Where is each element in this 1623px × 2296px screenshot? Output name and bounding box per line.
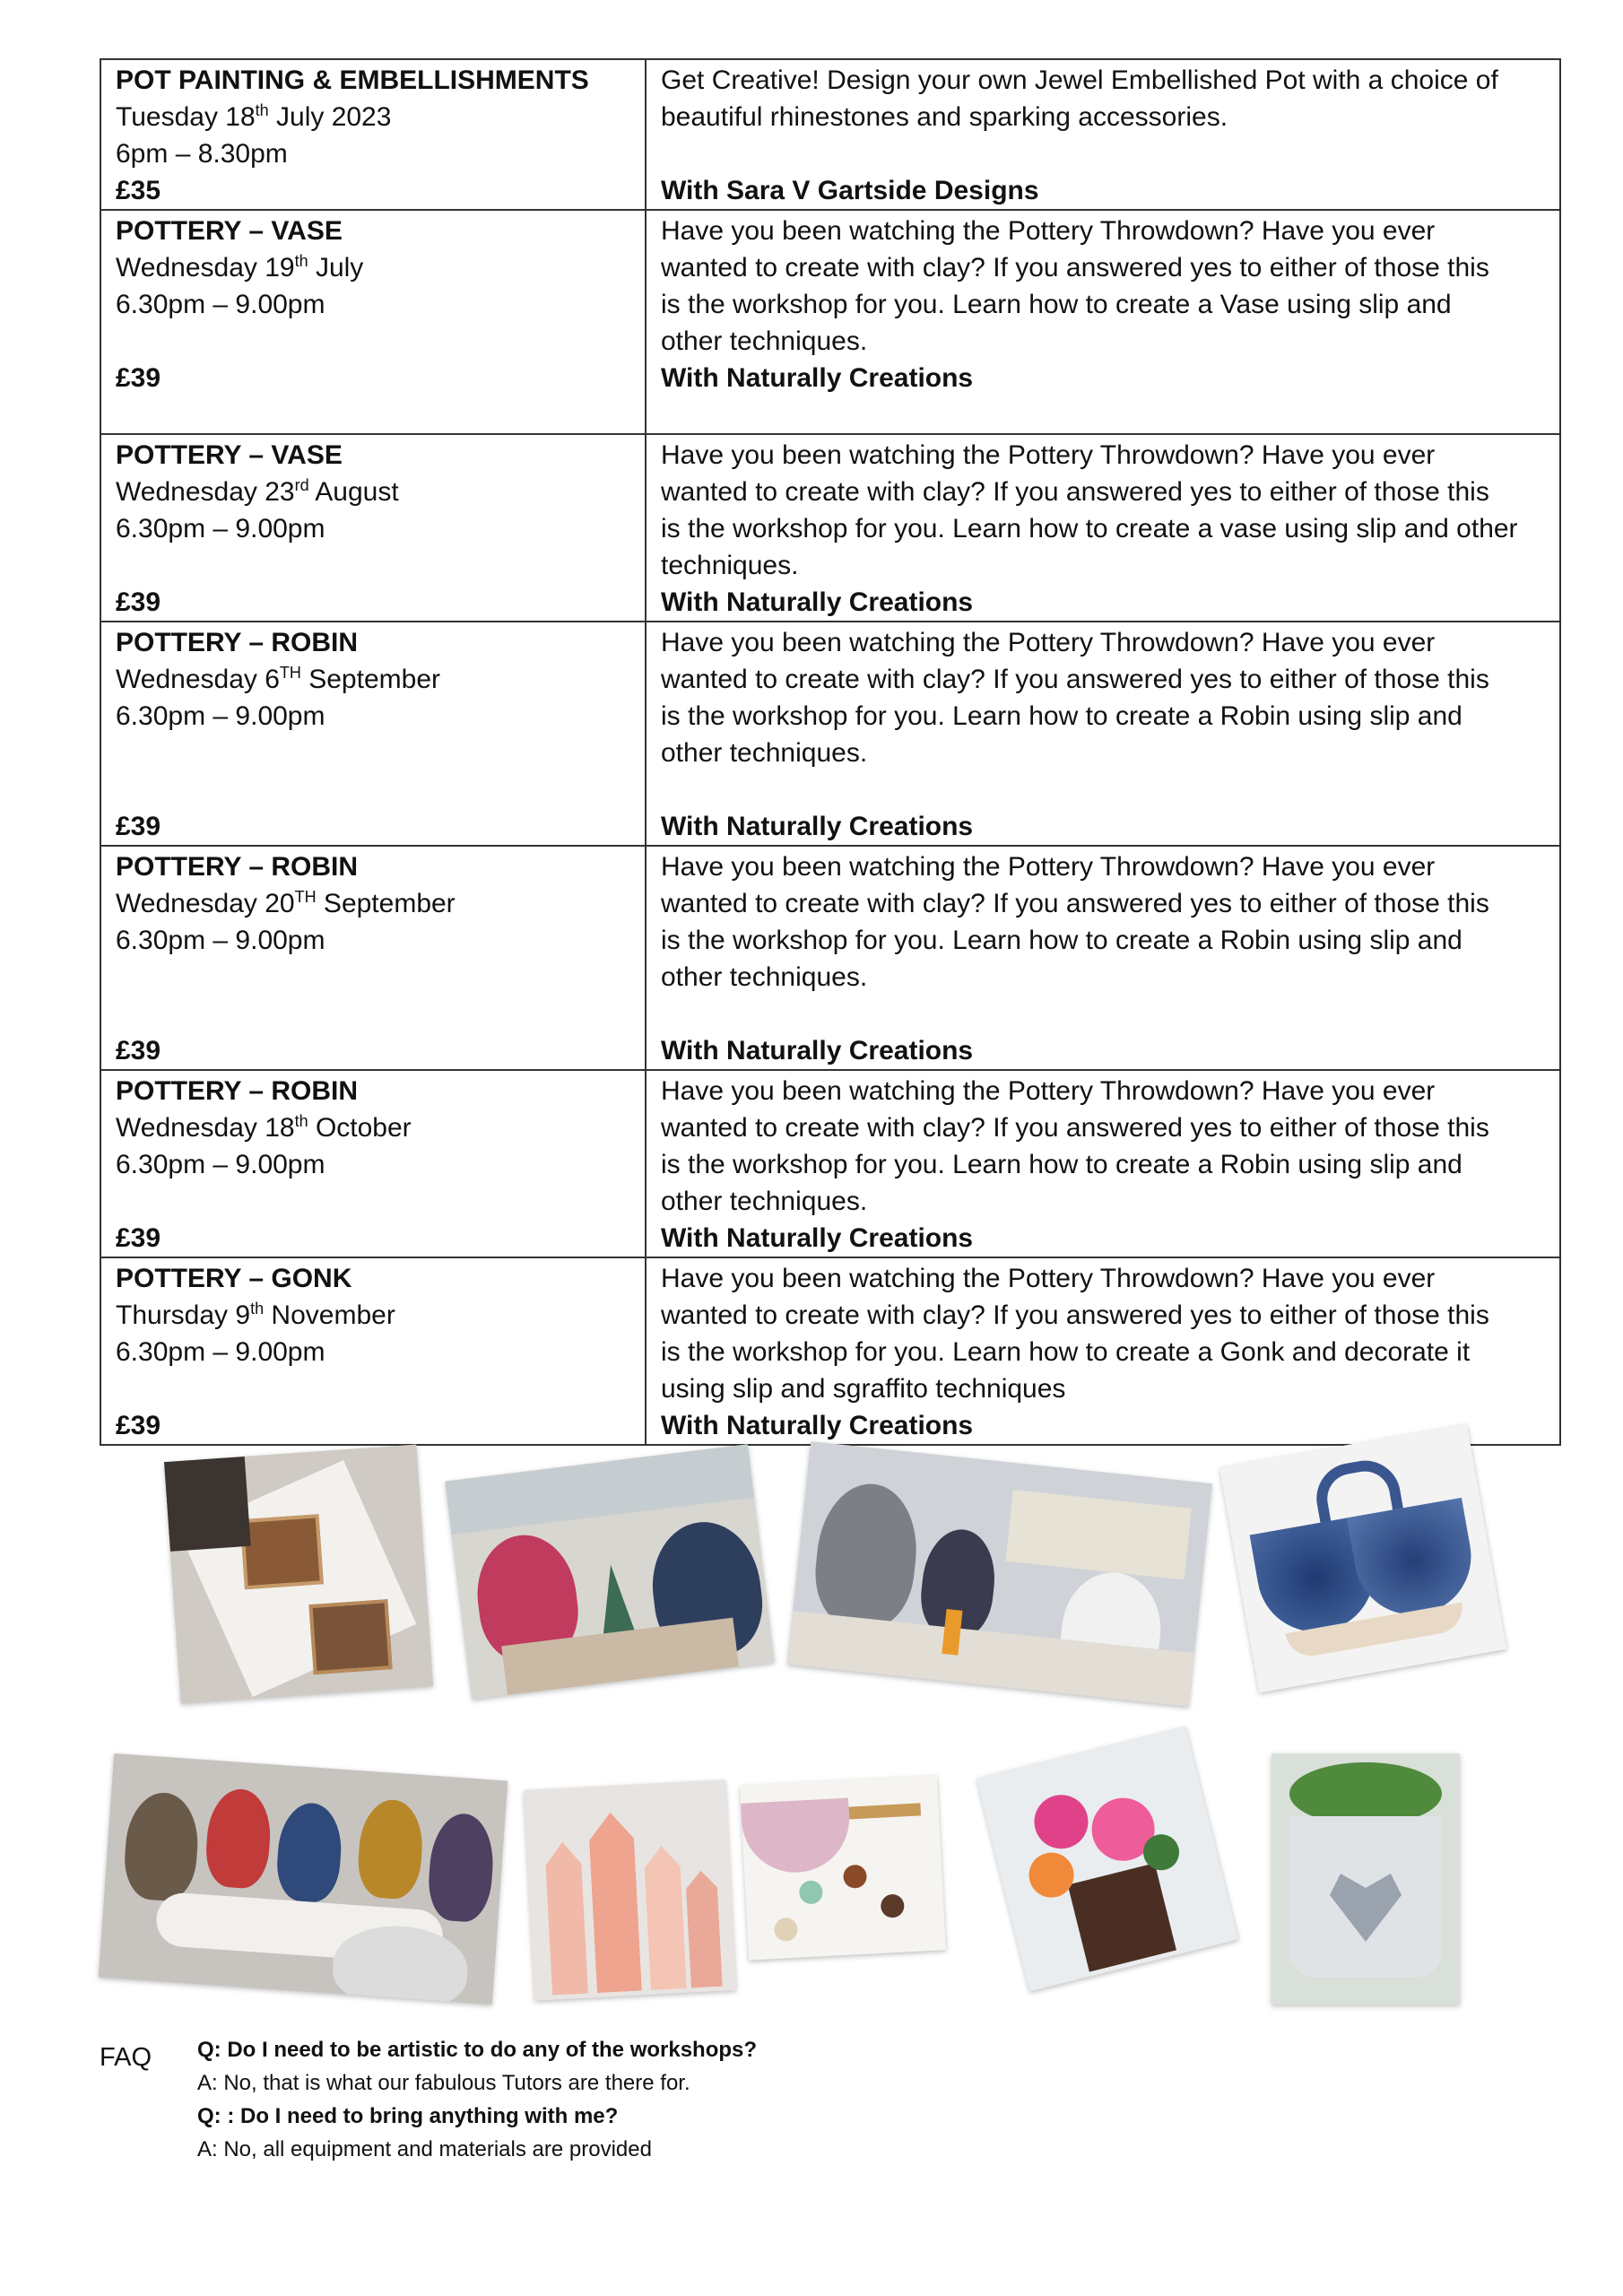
event-description-line: wanted to create with clay? If you answered yes to either of those this bbox=[661, 253, 1489, 283]
event-date-day: Tuesday 18 bbox=[116, 102, 256, 132]
event-date bbox=[116, 1109, 630, 1146]
event-details bbox=[100, 210, 646, 434]
event-date-suffix: TH bbox=[294, 888, 317, 906]
faq-question: Q: : Do I need to bring anything with me? bbox=[197, 2104, 619, 2128]
event-description-line: other techniques. bbox=[661, 1187, 868, 1216]
event-description-line: Have you been watching the Pottery Throwdown? Have you ever bbox=[661, 1264, 1436, 1293]
event-description-line: is the workshop for you. Learn how to create a Robin using slip and bbox=[661, 1150, 1462, 1179]
event-description-line: is the workshop for you. Learn how to create a Robin using slip and bbox=[661, 701, 1462, 731]
event-description-line: using slip and sgraffito techniques bbox=[661, 1374, 1066, 1404]
event-row bbox=[100, 59, 1560, 210]
event-date-suffix: th bbox=[294, 1112, 308, 1130]
group-workshop-photo bbox=[99, 1753, 508, 2005]
event-time: 6.30pm – 9.00pm bbox=[116, 514, 325, 544]
event-description-line: techniques. bbox=[661, 551, 799, 580]
event-description-line: other techniques. bbox=[661, 738, 868, 768]
event-description bbox=[646, 1257, 1560, 1445]
event-details bbox=[100, 1257, 646, 1445]
event-description bbox=[646, 1070, 1560, 1257]
crystals-bowl-photo bbox=[740, 1775, 946, 1960]
faq-answer: A: No, that is what our fabulous Tutors are there for. bbox=[197, 2071, 690, 2095]
event-date-month: September bbox=[300, 665, 440, 694]
event-title: POTTERY – VASE bbox=[116, 440, 343, 470]
event-price: £35 bbox=[116, 176, 161, 205]
event-price: £39 bbox=[116, 1223, 161, 1253]
event-date-month: October bbox=[308, 1113, 412, 1143]
event-row bbox=[100, 622, 1560, 846]
event-description bbox=[646, 846, 1560, 1070]
workshop-table bbox=[100, 58, 1561, 1446]
event-date-month: July bbox=[308, 253, 364, 283]
event-description-line: other techniques. bbox=[661, 962, 868, 992]
pottery-class-photo bbox=[787, 1441, 1212, 1707]
event-row bbox=[100, 434, 1560, 622]
event-description bbox=[646, 210, 1560, 434]
event-title: POTTERY – VASE bbox=[116, 216, 343, 246]
event-title: POTTERY – ROBIN bbox=[116, 1076, 359, 1106]
event-description-line: Have you been watching the Pottery Throwdown? Have you ever bbox=[661, 216, 1436, 246]
event-description-line: Have you been watching the Pottery Throwdown? Have you ever bbox=[661, 852, 1436, 882]
faq-answer: A: No, all equipment and materials are provided bbox=[197, 2137, 652, 2161]
event-price: £39 bbox=[116, 587, 161, 617]
event-price: £39 bbox=[116, 1411, 161, 1440]
event-time: 6pm – 8.30pm bbox=[116, 139, 288, 169]
event-date bbox=[116, 99, 630, 135]
event-details bbox=[100, 846, 646, 1070]
event-description-line: wanted to create with clay? If you answered yes to either of those this bbox=[661, 1113, 1489, 1143]
event-date-suffix: th bbox=[294, 252, 308, 270]
event-date-day: Wednesday 20 bbox=[116, 889, 295, 918]
event-description-line: is the workshop for you. Learn how to create a Gonk and decorate it bbox=[661, 1337, 1471, 1367]
event-price: £39 bbox=[116, 1036, 161, 1065]
event-date-day: Wednesday 23 bbox=[116, 477, 295, 507]
event-description-line: Have you been watching the Pottery Throwdown? Have you ever bbox=[661, 1076, 1436, 1106]
crystal-points-photo bbox=[524, 1779, 736, 2000]
event-date-day: Wednesday 19 bbox=[116, 253, 295, 283]
event-date bbox=[116, 661, 630, 698]
event-description bbox=[646, 59, 1560, 210]
event-details bbox=[100, 622, 646, 846]
event-date bbox=[116, 249, 630, 286]
event-title: POTTERY – ROBIN bbox=[116, 852, 359, 882]
event-title: POTTERY – ROBIN bbox=[116, 628, 359, 657]
event-date-day: Wednesday 6 bbox=[116, 665, 280, 694]
event-description-line: Have you been watching the Pottery Throwdown? Have you ever bbox=[661, 440, 1436, 470]
event-description bbox=[646, 622, 1560, 846]
event-description-line: wanted to create with clay? If you answered yes to either of those this bbox=[661, 889, 1489, 918]
event-date-month: September bbox=[316, 889, 456, 918]
event-date bbox=[116, 885, 630, 922]
event-tutor: With Naturally Creations bbox=[661, 812, 974, 841]
event-date-suffix: th bbox=[255, 101, 269, 119]
event-tutor: With Naturally Creations bbox=[661, 1411, 974, 1440]
event-title: POT PAINTING & EMBELLISHMENTS bbox=[116, 65, 589, 95]
event-date-day: Thursday 9 bbox=[116, 1300, 251, 1330]
event-row bbox=[100, 846, 1560, 1070]
event-details bbox=[100, 1070, 646, 1257]
event-date-day: Wednesday 18 bbox=[116, 1113, 295, 1143]
event-description bbox=[646, 434, 1560, 622]
event-description-line: beautiful rhinestones and sparking accessories. bbox=[661, 102, 1228, 132]
event-date bbox=[116, 1297, 630, 1334]
event-description-line: Get Creative! Design your own Jewel Embellished Pot with a choice of bbox=[661, 65, 1498, 95]
event-row bbox=[100, 1070, 1560, 1257]
event-price: £39 bbox=[116, 363, 161, 393]
event-description-line: is the workshop for you. Learn how to create a Vase using slip and bbox=[661, 290, 1452, 319]
event-description-line: Have you been watching the Pottery Throwdown? Have you ever bbox=[661, 628, 1436, 657]
event-details bbox=[100, 434, 646, 622]
event-title: POTTERY – GONK bbox=[116, 1264, 352, 1293]
event-tutor: With Naturally Creations bbox=[661, 587, 974, 617]
event-details bbox=[100, 59, 646, 210]
event-price: £39 bbox=[116, 812, 161, 841]
blue-pottery-bowl-photo bbox=[1219, 1424, 1506, 1693]
event-date-suffix: th bbox=[250, 1300, 265, 1318]
event-tutor: With Naturally Creations bbox=[661, 363, 974, 393]
event-description-line: other techniques. bbox=[661, 326, 868, 356]
event-date-month: August bbox=[308, 477, 399, 507]
event-tutor: With Naturally Creations bbox=[661, 1223, 974, 1253]
faq-label: FAQ bbox=[100, 2043, 152, 2072]
event-date-suffix: rd bbox=[294, 476, 309, 494]
event-description-line: is the workshop for you. Learn how to create a vase using slip and other bbox=[661, 514, 1518, 544]
event-time: 6.30pm – 9.00pm bbox=[116, 926, 325, 955]
jewelled-heart-pot-photo bbox=[1271, 1753, 1460, 2005]
faq-question: Q: Do I need to be artistic to do any of the workshops? bbox=[197, 2038, 758, 2062]
event-tutor: With Sara V Gartside Designs bbox=[661, 176, 1039, 205]
event-date-month: November bbox=[264, 1300, 395, 1330]
event-description-line: wanted to create with clay? If you answered yes to either of those this bbox=[661, 1300, 1489, 1330]
workshop-photo bbox=[164, 1444, 433, 1703]
event-description-line: wanted to create with clay? If you answered yes to either of those this bbox=[661, 665, 1489, 694]
event-row bbox=[100, 210, 1560, 434]
event-time: 6.30pm – 9.00pm bbox=[116, 290, 325, 319]
event-date bbox=[116, 474, 630, 510]
workshop-photo bbox=[445, 1444, 774, 1700]
flower-vase-photo bbox=[976, 1726, 1238, 1992]
event-tutor: With Naturally Creations bbox=[661, 1036, 974, 1065]
event-description-line: wanted to create with clay? If you answered yes to either of those this bbox=[661, 477, 1489, 507]
event-date-month: July 2023 bbox=[268, 102, 392, 132]
event-description-line: is the workshop for you. Learn how to create a Robin using slip and bbox=[661, 926, 1462, 955]
event-row bbox=[100, 1257, 1560, 1445]
event-date-suffix: TH bbox=[279, 664, 301, 682]
event-time: 6.30pm – 9.00pm bbox=[116, 1150, 325, 1179]
event-time: 6.30pm – 9.00pm bbox=[116, 1337, 325, 1367]
event-time: 6.30pm – 9.00pm bbox=[116, 701, 325, 731]
